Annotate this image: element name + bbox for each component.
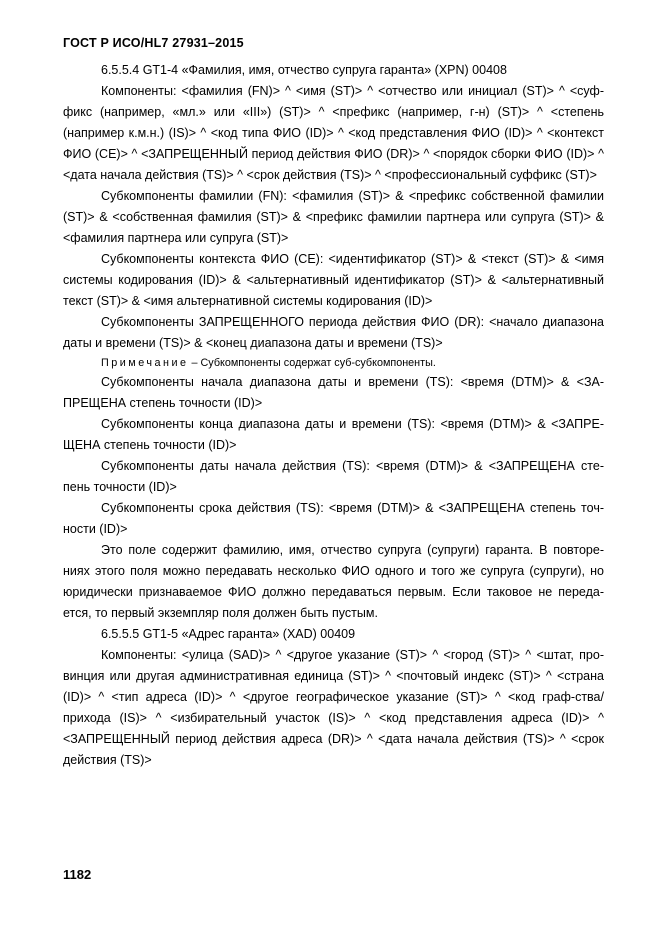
- paragraph: 6.5.5.4 GT1-4 «Фамилия, имя, отчество супруга гаранта» (XPN) 00408: [101, 63, 507, 77]
- note-label: Примечание: [101, 357, 189, 369]
- paragraph: Компоненты: <фамилия (FN)> ^ <имя (ST)> ^ <отчество или инициал (ST)> ^ <суф-фикс (например, «мл.» или «III») (ST)> ^ <префикс (например, г-н) (ST)> ^ <степень (например к.м.н.) (IS)> ^ <код типа ФИО (ID)> ^ <код представления ФИО (ID)> ^ <контекст ФИО (CE)> ^ <ЗАПРЕЩЕННЫЙ период действия ФИО (DR)> ^ <порядок сборки ФИО (ID)> ^ <дата начала действия (TS)> ^ <срок действия (TS)> ^ <профессиональный суффикс (ST)>: [63, 84, 604, 182]
- paragraph: Субкомпоненты срока действия (TS): <время (DTM)> & <ЗАПРЕЩЕНА степень точ-ности (ID)>: [63, 501, 604, 536]
- page-number: 1182: [63, 867, 92, 882]
- paragraph: Это поле содержит фамилию, имя, отчество супруга (супруги) гаранта. В повторе-ниях этого поля можно передавать несколько ФИО одного и того же супруга (супруги), но юридически признаваемое ФИО должно передаваться первым. Если таковое не переда-ется, то первый экземпляр поля должен быть пустым.: [63, 543, 604, 620]
- document-page: [63, 36, 604, 771]
- paragraph: Субкомпоненты начала диапазона даты и времени (TS): <время (DTM)> & <ЗА-ПРЕЩЕНА степень точности (ID)>: [63, 375, 604, 410]
- paragraph: Компоненты: <улица (SAD)> ^ <другое указание (ST)> ^ <город (ST)> ^ <штат, про-винция или другая административная единица (ST)> ^ <почтовый индекс (ST)> ^ <страна (ID)> ^ <тип адреса (ID)> ^ <другое географическое указание (ST)> ^ <код граф-ства/прихода (IS)> ^ <избирательный участок (IS)> ^ <код представления адреса (ID)> ^ <ЗАПРЕЩЕННЫЙ период действия адреса (DR)> ^ <дата начала действия (TS)> ^ <срок действия (TS)>: [63, 648, 604, 767]
- note-paragraph: Примечание – Субкомпоненты содержат суб-субкомпоненты.: [101, 357, 436, 369]
- paragraph: Субкомпоненты контекста ФИО (CE): <идентификатор (ST)> & <текст (ST)> & <имя системы кодирования (ID)> & <альтернативный идентификатор (ST)> & <альтернативный текст (ST)> & <имя альтернативной системы кодирования (ID)>: [63, 252, 604, 308]
- document-body: [63, 60, 604, 771]
- paragraph: Субкомпоненты конца диапазона даты и времени (TS): <время (DTM)> & <ЗАПРЕ-ЩЕНА степень точности (ID)>: [63, 417, 604, 452]
- paragraph: 6.5.5.5 GT1-5 «Адрес гаранта» (XAD) 00409: [101, 627, 356, 641]
- paragraph: Субкомпоненты даты начала действия (TS): <время (DTM)> & <ЗАПРЕЩЕНА сте-пень точности (ID)>: [63, 459, 604, 494]
- document-header: ГОСТ Р ИСО/HL7 27931–2015: [63, 36, 244, 50]
- paragraph: Субкомпоненты ЗАПРЕЩЕННОГО периода действия ФИО (DR): <начало диапазона даты и времени (TS)> & <конец диапазона даты и времени (TS)>: [63, 315, 604, 350]
- paragraph: Субкомпоненты фамилии (FN): <фамилия (ST)> & <префикс собственной фамилии (ST)> & <собственная фамилия (ST)> & <префикс фамилии партнера или супруга (ST)> & <фамилия партнера или супруга (ST)>: [63, 189, 604, 245]
